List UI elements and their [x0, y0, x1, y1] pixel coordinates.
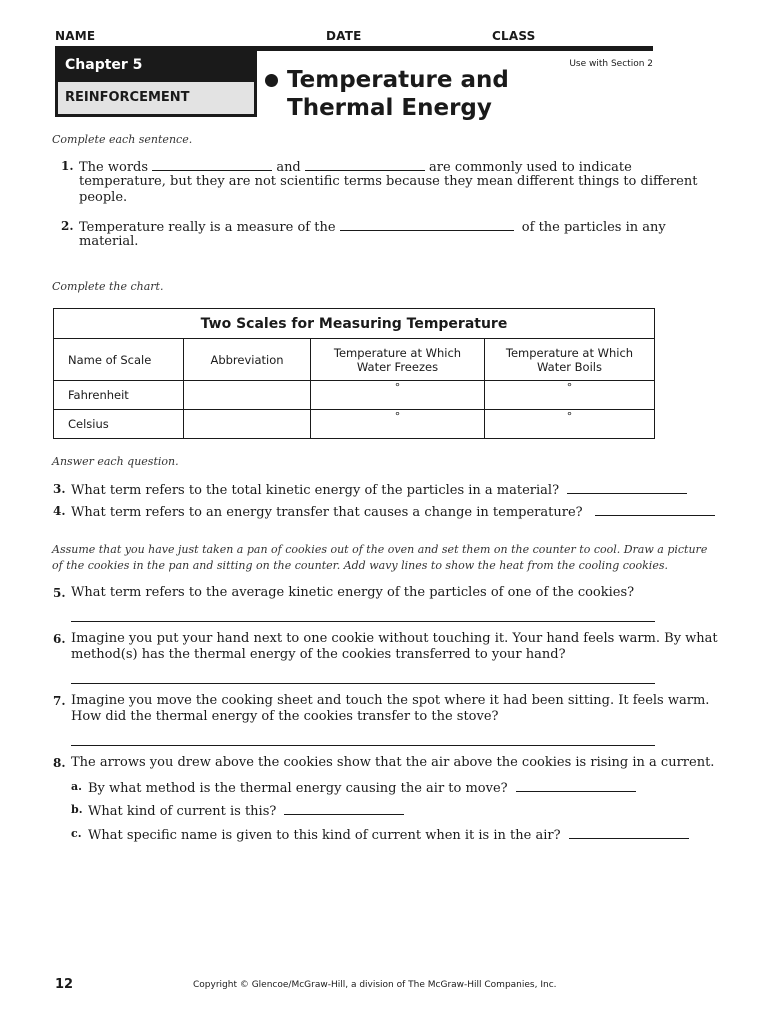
title-line-1: Temperature and — [287, 67, 509, 93]
title-line-2: Thermal Energy — [287, 95, 492, 121]
row-celsius-freeze[interactable]: ° — [311, 410, 485, 439]
row-fahrenheit-abbreviation[interactable] — [184, 381, 311, 410]
q7-line-2: How did the thermal energy of the cookies transfer to the stove? — [71, 709, 499, 724]
header-name-of-scale-text: Name of Scale — [68, 352, 152, 367]
q2-number: 2. — [61, 219, 74, 233]
table-row — [54, 410, 655, 439]
q4-text: What term refers to an energy transfer that causes a change in temperature? — [71, 505, 583, 520]
row-celsius-scale: Celsius — [54, 410, 184, 439]
q8c-text: What specific name is given to this kind of current when it is in the air? — [88, 828, 561, 843]
header-boils — [485, 339, 655, 381]
q3-line — [71, 481, 687, 499]
q3-text: What term refers to the total kinetic energy of the particles in a material? — [71, 483, 560, 498]
q3-number: 3. — [53, 482, 66, 496]
header-freezes-line-1: Temperature at Which — [333, 345, 462, 360]
q8b-text: What kind of current is this? — [88, 804, 277, 819]
page-number: 12 — [55, 977, 74, 992]
class-label: CLASS — [492, 29, 536, 43]
q8a-line — [88, 779, 636, 797]
q8c-blank[interactable] — [569, 826, 689, 839]
instruction-answer-questions: Answer each question. — [52, 455, 179, 468]
temperature-scales-chart — [53, 308, 655, 439]
q2-text-a: Temperature really is a measure of the — [79, 220, 336, 235]
header-abbreviation-text: Abbreviation — [210, 352, 284, 367]
q8c-label: c. — [71, 827, 82, 840]
q1-line-3: people. — [79, 190, 128, 205]
q7-answer-line[interactable] — [71, 745, 655, 746]
row-fahrenheit-freeze[interactable]: ° — [311, 381, 485, 410]
use-with-note: Use with Section 2 — [569, 59, 653, 69]
q6-number: 6. — [53, 632, 66, 646]
q1-blank-1[interactable] — [152, 158, 272, 171]
q8a-blank[interactable] — [516, 779, 636, 792]
q4-blank[interactable] — [595, 503, 715, 516]
header-freezes-line-2: Water Freezes — [356, 359, 439, 374]
table-row — [54, 381, 655, 410]
q8b-line — [88, 802, 404, 820]
title-bullet-icon — [265, 74, 278, 87]
chapter-label: Chapter 5 — [55, 51, 257, 79]
q8c-line — [88, 826, 689, 844]
page-title — [287, 66, 509, 122]
q1-text-a: The words — [79, 160, 149, 175]
copyright-notice: Copyright © Glencoe/McGraw-Hill, a division of The McGraw-Hill Companies, Inc. — [193, 980, 557, 990]
q8-text: The arrows you drew above the cookies show that the air above the cookies is rising in a current. — [71, 755, 715, 770]
chart-header-row — [54, 339, 655, 381]
row-celsius-boil[interactable]: ° — [485, 410, 655, 439]
q4-number: 4. — [53, 504, 66, 518]
q3-blank[interactable] — [567, 481, 687, 494]
row-fahrenheit-boil[interactable]: ° — [485, 381, 655, 410]
header-boils-line-2: Water Boils — [537, 359, 602, 374]
q5-text: What term refers to the average kinetic energy of the particles of one of the cookies? — [71, 585, 635, 600]
q7-number: 7. — [53, 694, 66, 708]
q1-text-c: are commonly used to indicate — [429, 160, 632, 175]
instruction-draw-line-1: Assume that you have just taken a pan of cookies out of the oven and set them on the counter to cool. Draw a picture — [52, 543, 708, 556]
header-name-of-scale — [54, 339, 184, 381]
q6-line-2: method(s) has the thermal energy of the cookies transferred to your hand? — [71, 647, 566, 662]
q2-line-1 — [79, 218, 666, 236]
header-boils-line-1: Temperature at Which — [505, 345, 634, 360]
chart-caption: Two Scales for Measuring Temperature — [54, 309, 655, 339]
q1-blank-2[interactable] — [305, 158, 425, 171]
section-type-label: REINFORCEMENT — [58, 82, 254, 114]
q6-line-1: Imagine you put your hand next to one cookie without touching it. Your hand feels warm. By what — [71, 631, 718, 646]
name-label: NAME — [55, 29, 96, 43]
q2-text-b: of the particles in any — [521, 220, 666, 235]
q7-line-1: Imagine you move the cooking sheet and touch the spot where it had been sitting. It feels warm. — [71, 693, 710, 708]
header-abbreviation — [184, 339, 311, 381]
q5-answer-line[interactable] — [71, 621, 655, 622]
q8b-blank[interactable] — [284, 802, 404, 815]
q1-line-2: temperature, but they are not scientific terms because they mean different things to different — [79, 174, 698, 189]
q8b-label: b. — [71, 803, 83, 816]
header-freezes — [311, 339, 485, 381]
q2-blank[interactable] — [340, 218, 514, 231]
instruction-complete-sentence: Complete each sentence. — [52, 133, 193, 146]
row-celsius-abbreviation[interactable] — [184, 410, 311, 439]
q1-number: 1. — [61, 159, 74, 173]
q6-answer-line[interactable] — [71, 683, 655, 684]
q8a-label: a. — [71, 780, 82, 793]
date-label: DATE — [326, 29, 362, 43]
q1-text-b: and — [276, 160, 301, 175]
q8a-text: By what method is the thermal energy causing the air to move? — [88, 781, 508, 796]
q2-line-2: material. — [79, 234, 139, 249]
q5-number: 5. — [53, 586, 66, 600]
q4-line — [71, 503, 715, 521]
q8-number: 8. — [53, 756, 66, 770]
row-fahrenheit-scale: Fahrenheit — [54, 381, 184, 410]
instruction-complete-chart: Complete the chart. — [52, 280, 164, 293]
instruction-draw-line-2: of the cookies in the pan and sitting on the counter. Add wavy lines to show the heat from the cooling cookies. — [52, 559, 668, 572]
